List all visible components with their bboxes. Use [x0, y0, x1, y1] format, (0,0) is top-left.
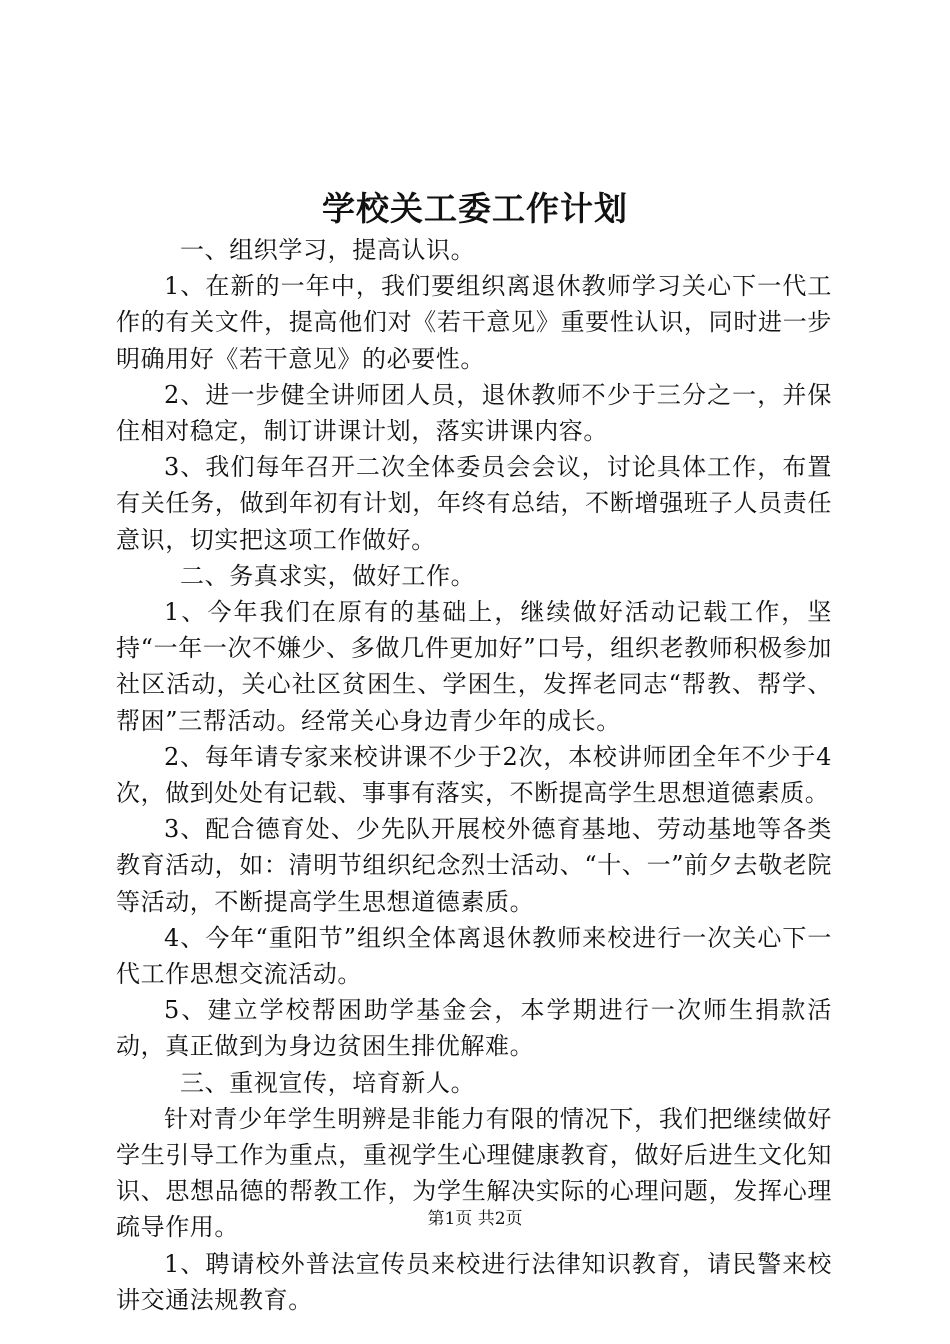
document-body — [116, 232, 832, 1318]
paragraph: 1、聘请校外普法宣传员来校进行法律知识教育，请民警来校讲交通法规教育。 — [116, 1249, 832, 1314]
paragraph: 2、每年请专家来校讲课不少于2次，本校讲师团全年不少于4次，做到处处有记载、事事有落实，不断提高学生思想道德素质。 — [116, 742, 832, 808]
paragraph: 2、进一步健全讲师团人员，退休教师不少于三分之一，并保住相对稳定，制订讲课计划，落实讲课内容。 — [116, 380, 832, 446]
paragraph: 3、我们每年召开二次全体委员会会议，讨论具体工作，布置有关任务，做到年初有计划，年终有总结，不断增强班子人员责任意识，切实把这项工作做好。 — [116, 453, 832, 554]
paragraph: 4、今年“重阳节”组织全体离退休教师来校进行一次关心下一代工作思想交流活动。 — [116, 923, 832, 989]
paragraph: 针对青少年学生明辨是非能力有限的情况下，我们把继续做好学生引导工作为重点，重视学生心理健康教育，做好后进生文化知识、思想品德的帮教工作，为学生解决实际的心理问题，发挥心理疏导作用。 — [116, 1104, 832, 1242]
page-number-footer: 第1页 共2页 — [427, 1209, 523, 1229]
paragraph: 1、在新的一年中，我们要组织离退休教师学习关心下一代工作的有关文件，提高他们对《若干意见》重要性认识，同时进一步明确用好《若干意见》的必要性。 — [116, 272, 832, 373]
paragraph: 3、配合德育处、少先队开展校外德育基地、劳动基地等各类教育活动，如：清明节组织纪念烈士活动、“十、一”前夕去敬老院等活动，不断提高学生思想道德素质。 — [116, 815, 832, 916]
section-heading-1: 一、组织学习，提高认识。 — [180, 236, 476, 264]
section-heading-3: 三、重视宣传，培育新人。 — [180, 1068, 476, 1097]
section-heading-2: 二、务真求实，做好工作。 — [180, 561, 476, 590]
paragraph: 1、今年我们在原有的基础上，继续做好活动记载工作，坚持“一年一次不嫌少、多做几件更加好”口号，组织老教师积极参加社区活动，关心社区贫困生、学困生，发挥老同志“帮教、帮学、帮困”三帮活动。经常关心身边青少年的成长。 — [116, 598, 832, 735]
document-title: 学校关工委工作计划 — [322, 189, 628, 228]
paragraph: 5、建立学校帮困助学基金会，本学期进行一次师生捐款活动，真正做到为身边贫困生排优解难。 — [116, 996, 832, 1061]
